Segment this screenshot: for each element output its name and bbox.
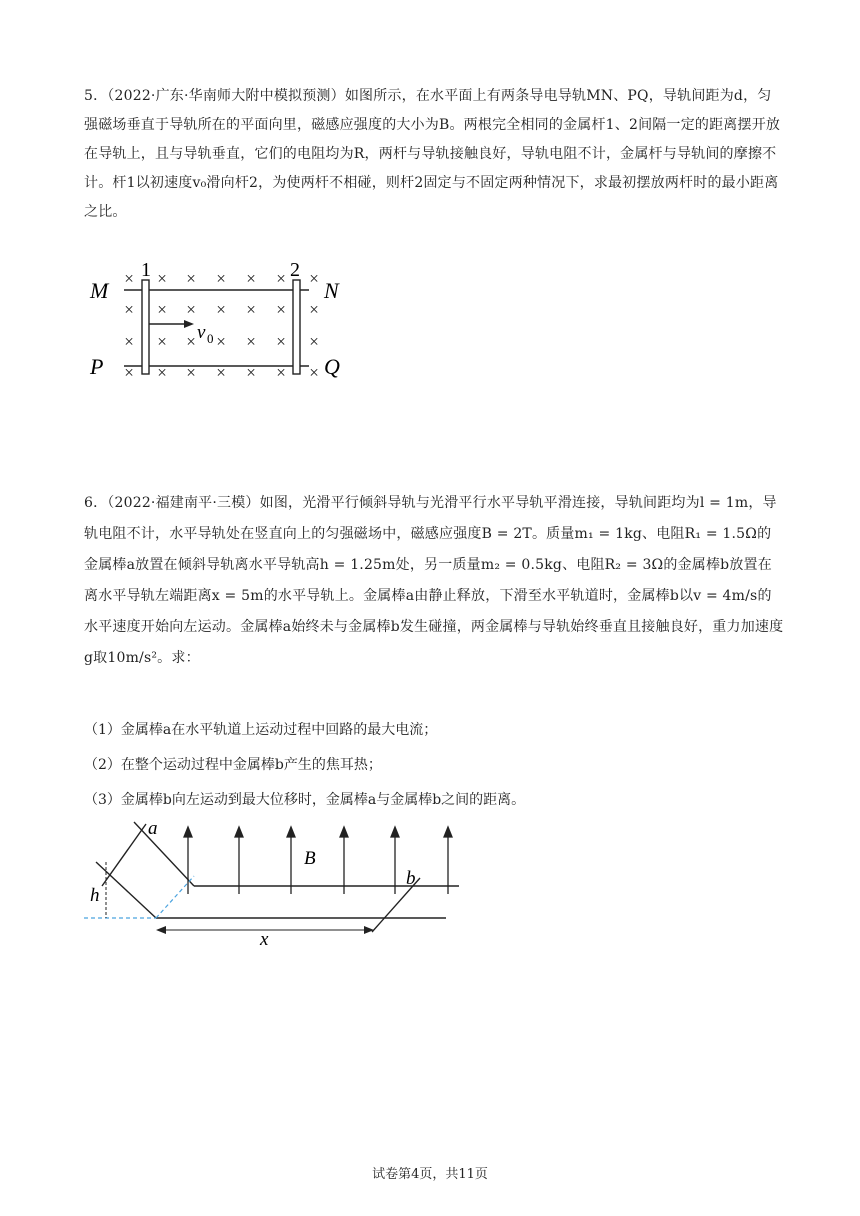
- question-6-sub-1: （1）金属棒a在水平轨道上运动过程中回路的最大电流；: [84, 722, 438, 738]
- svg-text:×: ×: [186, 363, 196, 382]
- page-footer: 试卷第4页，共11页: [372, 1167, 488, 1182]
- question-6-figure: [84, 814, 474, 949]
- label-n: N: [324, 278, 339, 303]
- svg-text:×: ×: [157, 332, 167, 351]
- question-6-text: 6．（2022·福建南平·三模）如图，光滑平行倾斜导轨与光滑平行水平导轨平滑连接，导轨间距均为l = 1m，导轨电阻不计，水平导轨处在竖直向上的匀强磁场中，磁感应强度B = 2T。质量m₁ = 1kg、电阻R₁ = 1.5Ω的金属棒a放置在倾斜导轨离水平导轨高h = 1.25m处，另一质量m₂ = 0.5kg、电阻R₂ = 3Ω的金属棒b放置在离水平导轨左端距离x = 5m的水平导轨上。金属棒a由静止释放，下滑至水平轨道时，金属棒b以v = 4m/s的水平速度开始向左运动。金属棒a始终未与金属棒b发生碰撞，两金属棒与导轨始终垂直且接触良好，重力加速度g取10m/s²。求：: [84, 495, 784, 666]
- magnetic-field-crosses: [124, 269, 319, 382]
- svg-text:×: ×: [216, 332, 226, 351]
- svg-text:×: ×: [157, 269, 167, 288]
- svg-text:×: ×: [186, 269, 196, 288]
- label-x: x: [260, 929, 269, 949]
- label-m: M: [90, 278, 109, 303]
- svg-text:×: ×: [124, 269, 134, 288]
- svg-text:×: ×: [246, 363, 256, 382]
- label-rod-2: 2: [290, 259, 300, 281]
- label-v0: v: [197, 322, 206, 343]
- svg-text:×: ×: [309, 363, 319, 382]
- question-6-sub-2: （2）在整个运动过程中金属棒b产生的焦耳热；: [84, 757, 382, 773]
- svg-text:×: ×: [216, 269, 226, 288]
- svg-text:×: ×: [276, 363, 286, 382]
- label-p: P: [90, 354, 104, 379]
- svg-text:×: ×: [216, 363, 226, 382]
- rod-a: [102, 824, 146, 886]
- question-5-text: 5．（2022·广东·华南师大附中模拟预测）如图所示，在水平面上有两条导电导轨MN、PQ，导轨间距为d，匀强磁场垂直于导轨所在的平面向里，磁感应强度的大小为B。两根完全相同的金属杆1、2间隔一定的距离摆开放在导轨上，且与导轨垂直，它们的电阻均为R，两杆与导轨接触良好，导轨电阻不计，金属杆与导轨间的摩擦不计。杆1以初速度v₀滑向杆2，为使两杆不相碰，则杆2固定与不固定两种情况下，求最初摆放两杆时的最小距离之比。: [84, 88, 781, 220]
- label-h: h: [90, 885, 100, 906]
- svg-text:×: ×: [309, 269, 319, 288]
- svg-text:×: ×: [276, 332, 286, 351]
- svg-text:×: ×: [246, 269, 256, 288]
- question-6-sub-3: （3）金属棒b向左运动到最大位移时，金属棒a与金属棒b之间的距离。: [84, 792, 526, 808]
- svg-text:×: ×: [124, 332, 134, 351]
- svg-text:×: ×: [309, 300, 319, 319]
- label-rod-1: 1: [141, 259, 151, 281]
- rod-2: [293, 280, 300, 374]
- svg-text:×: ×: [157, 363, 167, 382]
- label-q: Q: [324, 354, 340, 379]
- svg-text:×: ×: [309, 332, 319, 351]
- svg-text:×: ×: [246, 300, 256, 319]
- question-5-figure: [84, 254, 354, 384]
- label-v0-sub: 0: [207, 331, 214, 346]
- svg-text:×: ×: [276, 300, 286, 319]
- svg-text:×: ×: [246, 332, 256, 351]
- label-b: b: [406, 868, 416, 889]
- rod-1: [142, 280, 149, 374]
- svg-text:×: ×: [216, 300, 226, 319]
- svg-text:×: ×: [276, 269, 286, 288]
- svg-text:×: ×: [157, 300, 167, 319]
- svg-text:×: ×: [186, 300, 196, 319]
- label-a: a: [148, 818, 158, 839]
- svg-text:×: ×: [124, 300, 134, 319]
- svg-text:×: ×: [124, 363, 134, 382]
- svg-text:×: ×: [186, 332, 196, 351]
- label-b-field: B: [304, 848, 316, 869]
